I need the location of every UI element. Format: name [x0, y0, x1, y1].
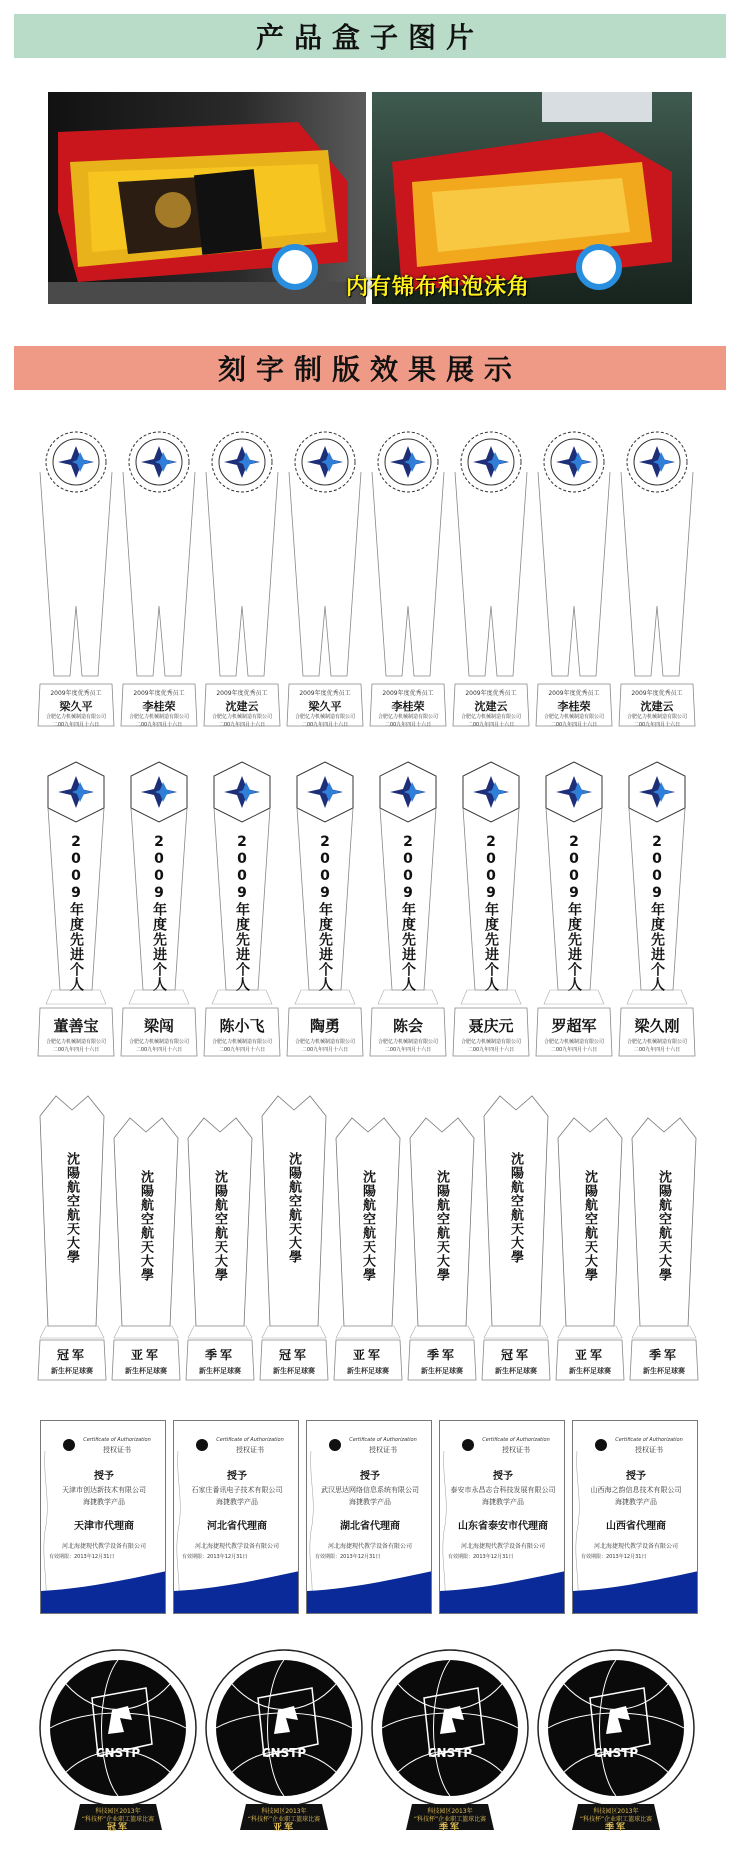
trophy-university	[184, 1114, 256, 1382]
rank-label: 冠军	[500, 1348, 531, 1362]
cnstp-logo-text: CNSTP	[261, 1746, 307, 1760]
event-name: “科技杯”企业职工篮球比赛	[247, 1816, 321, 1823]
trophy-round-logo	[534, 426, 614, 732]
award-date: 二00九年四月十六日	[301, 1047, 349, 1053]
authorization-certificate	[572, 1420, 698, 1614]
trophy-round-logo	[368, 426, 448, 732]
trophy-university	[554, 1114, 626, 1382]
company-name: 合肥亿力机械制造有限公司	[626, 1039, 687, 1045]
company-logo-icon	[637, 772, 677, 816]
university-name: 沈陽航空航天大學	[656, 1170, 671, 1282]
trophy-row-hexagon	[36, 760, 706, 1060]
basketball-plaque	[202, 1648, 366, 1848]
event-year: 科技园区2013年	[95, 1808, 141, 1815]
rank-label: 季军	[604, 1823, 627, 1833]
event-name: 新生杯足球赛	[273, 1367, 315, 1375]
rank-label: 冠军	[278, 1348, 309, 1362]
recipient-name: 沈建云	[225, 700, 259, 713]
rank-label: 冠军	[106, 1823, 129, 1833]
recipient-name: 董善宝	[53, 1017, 99, 1035]
agent-title: 天津市代理商	[74, 1521, 134, 1532]
cnstp-logo-text: CNSTP	[95, 1746, 141, 1760]
university-name: 沈陽航空航天大學	[508, 1152, 523, 1264]
rank-label: 季军	[438, 1823, 461, 1833]
recipient-name: 沈建云	[640, 700, 674, 713]
award-title: 2009年度优秀员工	[299, 690, 351, 697]
company-logo-icon	[305, 442, 345, 486]
certificate-title-en: Certificate of Authorization	[216, 1437, 284, 1443]
trophy-round-logo	[36, 426, 116, 732]
rank-label: 季军	[426, 1348, 457, 1362]
certificate-title-en: Certificate of Authorization	[615, 1437, 683, 1443]
award-date: 二00九年四月十六日	[52, 722, 100, 728]
university-name: 沈陽航空航天大學	[582, 1170, 597, 1282]
university-name: 沈陽航空航天大學	[212, 1170, 227, 1282]
trophy-hexagon	[202, 760, 282, 1060]
university-name: 沈陽航空航天大學	[360, 1170, 375, 1282]
engraving-section-title: 刻字制版效果展示	[14, 346, 726, 390]
agent-title: 山东省泰安市代理商	[458, 1521, 548, 1532]
certificate-title-en: Certificate of Authorization	[482, 1437, 550, 1443]
grantee-company: 山西海之韵信息技术有限公司	[590, 1486, 682, 1494]
agent-title: 河北省代理商	[207, 1521, 267, 1532]
award-title: 2009年度优秀员工	[465, 690, 517, 697]
trophy-university	[110, 1114, 182, 1382]
company-logo-icon	[56, 772, 96, 816]
product-name: 海捷教学产品	[615, 1498, 657, 1506]
award-date: 二00九年四月十六日	[218, 1047, 266, 1053]
event-name: 新生杯足球赛	[199, 1367, 241, 1375]
company-name: 合肥亿力机械制造有限公司	[460, 1039, 521, 1045]
trophy-hexagon	[451, 760, 531, 1060]
event-name: 新生杯足球赛	[643, 1367, 685, 1375]
award-date: 二00九年四月十六日	[550, 1047, 598, 1053]
issuer-name: 河北海捷现代教学设备有限公司	[61, 1543, 146, 1550]
grantee-company: 泰安市永昌志合科技发展有限公司	[450, 1486, 556, 1494]
validity-date: 有效期限：2013年12月31日	[448, 1554, 514, 1560]
recipient-name: 陶勇	[309, 1017, 340, 1035]
university-name: 沈陽航空航天大學	[64, 1152, 79, 1264]
rank-label: 季军	[204, 1348, 235, 1362]
award-date: 二00九年四月十六日	[135, 1047, 183, 1053]
box-section-title: 产品盒子图片	[14, 14, 726, 58]
award-vertical-text: 2009年度先进个人	[68, 834, 84, 992]
company-logo-icon	[139, 442, 179, 486]
award-vertical-text: 2009年度先进个人	[649, 834, 665, 992]
event-name: 新生杯足球赛	[495, 1367, 537, 1375]
award-date: 二00九年四月十六日	[633, 722, 681, 728]
award-date: 二00九年四月十六日	[633, 1047, 681, 1053]
company-logo-icon	[471, 442, 511, 486]
issuer-name: 河北海捷现代教学设备有限公司	[460, 1543, 545, 1550]
box-contents-caption: 内有锦布和泡沫角	[346, 275, 531, 300]
issuer-name: 河北海捷现代教学设备有限公司	[593, 1543, 678, 1550]
basketball-plaque	[36, 1648, 200, 1848]
award-date: 二00九年四月十六日	[52, 1047, 100, 1053]
recipient-name: 李桂荣	[391, 700, 425, 713]
recipient-name: 梁久平	[308, 700, 342, 713]
trophy-round-logo	[617, 426, 697, 732]
certificate-title-en: Certificate of Authorization	[83, 1437, 151, 1443]
company-logo-icon	[222, 442, 262, 486]
trophy-row-round-logo	[36, 426, 706, 732]
company-name: 合肥亿力机械制造有限公司	[543, 1039, 604, 1045]
trophy-hexagon	[285, 760, 365, 1060]
rank-label: 季军	[648, 1348, 679, 1362]
grant-label: 授予	[94, 1471, 114, 1482]
company-name: 合肥亿力机械制造有限公司	[626, 714, 687, 720]
certificate-row	[40, 1420, 702, 1620]
university-name: 沈陽航空航天大學	[434, 1170, 449, 1282]
authorization-certificate	[439, 1420, 565, 1614]
award-title: 2009年度优秀员工	[382, 690, 434, 697]
agent-title: 湖北省代理商	[340, 1521, 400, 1532]
rank-label: 亚军	[272, 1823, 295, 1833]
company-name: 合肥亿力机械制造有限公司	[294, 1039, 355, 1045]
authorization-certificate	[306, 1420, 432, 1614]
recipient-name: 罗超军	[551, 1017, 597, 1035]
cnstp-logo-text: CNSTP	[593, 1746, 639, 1760]
company-logo-icon	[554, 442, 594, 486]
product-name: 海捷教学产品	[83, 1498, 125, 1506]
award-vertical-text: 2009年度先进个人	[483, 834, 499, 992]
company-name: 合肥亿力机械制造有限公司	[45, 1039, 106, 1045]
award-vertical-text: 2009年度先进个人	[317, 834, 333, 992]
cnstp-logo-text: CNSTP	[427, 1746, 473, 1760]
agent-title: 山西省代理商	[606, 1521, 666, 1532]
certificate-title-en: Certificate of Authorization	[349, 1437, 417, 1443]
box-photo-with-trophy	[48, 92, 366, 304]
validity-date: 有效期限：2013年12月31日	[182, 1554, 248, 1560]
university-name: 沈陽航空航天大學	[286, 1152, 301, 1264]
company-name: 合肥亿力机械制造有限公司	[377, 714, 438, 720]
basketball-plaque	[534, 1648, 698, 1848]
trophy-round-logo	[285, 426, 365, 732]
trophy-hexagon	[36, 760, 116, 1060]
grant-label: 授予	[227, 1471, 247, 1482]
company-logo-icon	[554, 772, 594, 816]
recipient-name: 李桂荣	[142, 700, 176, 713]
event-name: 新生杯足球赛	[421, 1367, 463, 1375]
event-year: 科技园区2013年	[593, 1808, 639, 1815]
company-name: 合肥亿力机械制造有限公司	[543, 714, 604, 720]
award-vertical-text: 2009年度先进个人	[234, 834, 250, 992]
award-title: 2009年度优秀员工	[631, 690, 683, 697]
rank-label: 亚军	[352, 1348, 383, 1362]
authorization-certificate	[40, 1420, 166, 1614]
award-title: 2009年度优秀员工	[216, 690, 268, 697]
recipient-name: 陈小飞	[219, 1017, 265, 1035]
product-name: 海捷教学产品	[216, 1498, 258, 1506]
product-name: 海捷教学产品	[349, 1498, 391, 1506]
company-logo-icon	[222, 772, 262, 816]
issuer-name: 河北海捷现代教学设备有限公司	[327, 1543, 412, 1550]
award-title: 2009年度优秀员工	[133, 690, 185, 697]
grantee-company: 石家庄番讯电子技术有限公司	[191, 1486, 283, 1494]
recipient-name: 梁闯	[143, 1017, 174, 1035]
trophy-row-university	[36, 1092, 706, 1382]
trophy-university	[480, 1092, 552, 1382]
recipient-name: 梁久平	[59, 700, 93, 713]
trophy-university	[406, 1114, 478, 1382]
award-title: 2009年度优秀员工	[50, 690, 102, 697]
grant-label: 授予	[360, 1471, 380, 1482]
event-name: “科技杯”企业职工篮球比赛	[413, 1816, 487, 1823]
plaque-row	[36, 1648, 706, 1848]
trophy-round-logo	[202, 426, 282, 732]
company-logo-icon	[388, 442, 428, 486]
product-name: 海捷教学产品	[482, 1498, 524, 1506]
authorization-certificate	[173, 1420, 299, 1614]
grantee-company: 武汉思达网络信息系统有限公司	[321, 1486, 419, 1494]
company-name: 合肥亿力机械制造有限公司	[211, 714, 272, 720]
recipient-name: 梁久刚	[634, 1017, 680, 1035]
recipient-name: 李桂荣	[557, 700, 591, 713]
issuer-name: 河北海捷现代教学设备有限公司	[194, 1543, 279, 1550]
event-name: “科技杯”企业职工篮球比赛	[579, 1816, 653, 1823]
grant-label: 授予	[493, 1471, 513, 1482]
company-name: 合肥亿力机械制造有限公司	[294, 714, 355, 720]
company-name: 合肥亿力机械制造有限公司	[128, 1039, 189, 1045]
company-logo-icon	[139, 772, 179, 816]
trophy-round-logo	[451, 426, 531, 732]
award-date: 二00九年四月十六日	[301, 722, 349, 728]
award-vertical-text: 2009年度先进个人	[400, 834, 416, 992]
award-date: 二00九年四月十六日	[550, 722, 598, 728]
highlight-circle-left	[272, 244, 318, 290]
university-name: 沈陽航空航天大學	[138, 1170, 153, 1282]
certificate-title-cn: 授权证书	[369, 1446, 397, 1454]
company-logo-icon	[305, 772, 345, 816]
company-logo-icon	[56, 442, 96, 486]
award-date: 二00九年四月十六日	[218, 722, 266, 728]
trophy-university	[258, 1092, 330, 1382]
award-date: 二00九年四月十六日	[467, 1047, 515, 1053]
trophy-university	[36, 1092, 108, 1382]
company-name: 合肥亿力机械制造有限公司	[128, 714, 189, 720]
award-date: 二00九年四月十六日	[467, 722, 515, 728]
event-name: 新生杯足球赛	[51, 1367, 93, 1375]
award-date: 二00九年四月十六日	[135, 722, 183, 728]
event-name: 新生杯足球赛	[569, 1367, 611, 1375]
certificate-title-cn: 授权证书	[236, 1446, 264, 1454]
company-logo-icon	[471, 772, 511, 816]
trophy-hexagon	[368, 760, 448, 1060]
certificate-title-cn: 授权证书	[103, 1446, 131, 1454]
validity-date: 有效期限：2013年12月31日	[581, 1554, 647, 1560]
trophy-hexagon	[119, 760, 199, 1060]
grant-label: 授予	[626, 1471, 646, 1482]
award-title: 2009年度优秀员工	[548, 690, 600, 697]
basketball-plaque	[368, 1648, 532, 1848]
highlight-circle-right	[576, 244, 622, 290]
rank-label: 亚军	[574, 1348, 605, 1362]
certificate-title-cn: 授权证书	[502, 1446, 530, 1454]
event-year: 科技园区2013年	[261, 1808, 307, 1815]
rank-label: 冠军	[56, 1348, 87, 1362]
recipient-name: 沈建云	[474, 700, 508, 713]
award-date: 二00九年四月十六日	[384, 1047, 432, 1053]
recipient-name: 陈会	[392, 1017, 423, 1035]
trophy-hexagon	[617, 760, 697, 1060]
award-vertical-text: 2009年度先进个人	[566, 834, 582, 992]
trophy-hexagon	[534, 760, 614, 1060]
trophy-university	[332, 1114, 404, 1382]
award-date: 二00九年四月十六日	[384, 722, 432, 728]
trophy-university	[628, 1114, 700, 1382]
company-name: 合肥亿力机械制造有限公司	[211, 1039, 272, 1045]
company-name: 合肥亿力机械制造有限公司	[45, 714, 106, 720]
event-name: 新生杯足球赛	[347, 1367, 389, 1375]
event-name: “科技杯”企业职工篮球比赛	[81, 1816, 155, 1823]
recipient-name: 聂庆元	[468, 1017, 514, 1035]
company-logo-icon	[388, 772, 428, 816]
company-name: 合肥亿力机械制造有限公司	[377, 1039, 438, 1045]
grantee-company: 天津市创达新技术有限公司	[62, 1486, 146, 1494]
event-year: 科技园区2013年	[427, 1808, 473, 1815]
company-logo-icon	[637, 442, 677, 486]
event-name: 新生杯足球赛	[125, 1367, 167, 1375]
trophy-round-logo	[119, 426, 199, 732]
rank-label: 亚军	[130, 1348, 161, 1362]
award-vertical-text: 2009年度先进个人	[151, 834, 167, 992]
validity-date: 有效期限：2013年12月31日	[315, 1554, 381, 1560]
company-name: 合肥亿力机械制造有限公司	[460, 714, 521, 720]
validity-date: 有效期限：2013年12月31日	[49, 1554, 115, 1560]
certificate-title-cn: 授权证书	[635, 1446, 663, 1454]
